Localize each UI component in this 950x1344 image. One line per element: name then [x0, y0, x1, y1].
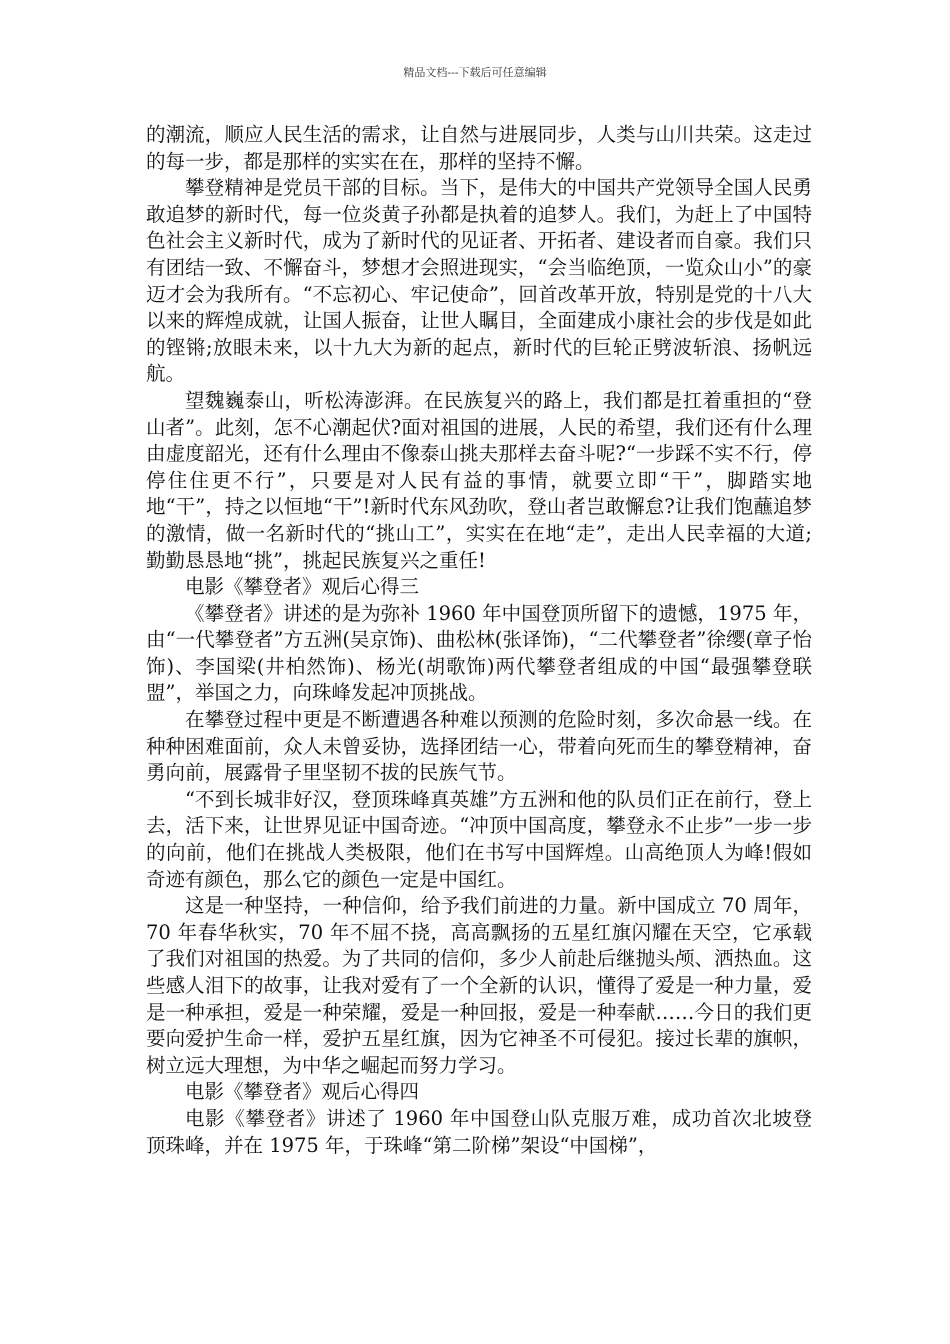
paragraph: 《攀登者》讲述的是为弥补 1960 年中国登顶所留下的遗憾，1975 年，由“一代攀登者”方五洲(吴京饰)、曲松林(张译饰)，“二代攀登者”徐缨(章子怡饰)、李国梁(井柏然饰)、杨光(胡歌饰)两代攀登者组成的中国“最强攀登联盟”，举国之力，向珠峰发起冲顶挑战。: [146, 601, 812, 705]
paragraph: 望魏巍泰山，听松涛澎湃。在民族复兴的路上，我们都是扛着重担的“登山者”。此刻，怎不心潮起伏?面对祖国的进展，人民的希望，我们还有什么理由虚度韶光，还有什么理由不像泰山挑夫那样去奋斗呢?“一步踩不实不行，停停住住更不行”，只要是对人民有益的事情，就要立即“干”，脚踏实地地“干”，持之以恒地“干”!新时代东风劲吹，登山者岂敢懈怠?让我们饱蘸追梦的激情，做一名新时代的“挑山工”，实实在在地“走”，走出人民幸福的大道;勤勤恳恳地“挑”，挑起民族复兴之重任!: [146, 388, 812, 572]
paragraph: “不到长城非好汉，登顶珠峰真英雄”方五洲和他的队员们正在前行，登上去，活下来，让世界见证中国奇迹。“冲顶中国高度，攀登永不止步”一步一步的向前，他们在挑战人类极限，他们在书写中国辉煌。山高绝顶人为峰!假如奇迹有颜色，那么它的颜色一定是中国红。: [146, 787, 812, 891]
paragraph: 在攀登过程中更是不断遭遇各种难以预测的危险时刻，多次命悬一线。在种种困难面前，众人未曾妥协，选择团结一心，带着向死而生的攀登精神，奋勇向前，展露骨子里坚韧不拔的民族气节。: [146, 708, 812, 785]
page-header: 精品文档---下载后可任意编辑: [403, 66, 547, 79]
section-heading: 电影《攀登者》观后心得四: [185, 1080, 420, 1104]
section-heading: 电影《攀登者》观后心得三: [185, 575, 420, 599]
paragraph-continuation: 的潮流，顺应人民生活的需求，让自然与进展同步，人类与山川共荣。这走过的每一步，都是那样的实实在在，那样的坚持不懈。: [146, 123, 812, 173]
paragraph: 电影《攀登者》讲述了 1960 年中国登山队克服万难，成功首次北坡登顶珠峰，并在 1975 年，于珠峰“第二阶梯”架设“中国梯”，: [146, 1106, 812, 1157]
document-body: [146, 122, 812, 1159]
paragraph: 这是一种坚持，一种信仰，给予我们前进的力量。新中国成立 70 周年，70 年春华秋实，70 年不屈不挠，高高飘扬的五星红旗闪耀在天空，它承载了我们对祖国的热爱。为了共同的信仰，多少人前赴后继抛头颅、洒热血。这些感人泪下的故事，让我对爱有了一个全新的认识，懂得了爱是一种力量，爱是一种承担，爱是一种荣耀，爱是一种回报，爱是一种奉献……今日的我们更要向爱护生命一样，爱护五星红旗，因为它神圣不可侵犯。接过长辈的旗帜，树立远大理想，为中华之崛起而努力学习。: [146, 894, 812, 1077]
paragraph: 攀登精神是党员干部的目标。当下，是伟大的中国共产党领导全国人民勇敢追梦的新时代，每一位炎黄子孙都是执着的追梦人。我们，为赶上了中国特色社会主义新时代，成为了新时代的见证者、开拓者、建设者而自豪。我们只有团结一致、不懈奋斗，梦想才会照进现实，“会当临绝顶，一览众山小”的豪迈才会为我所有。“不忘初心、牢记使命”，回首改革开放，特别是党的十八大以来的辉煌成就，让国人振奋，让世人瞩目，全面建成小康社会的步伐是如此的铿锵;放眼未来，以十九大为新的起点，新时代的巨轮正劈波斩浪、扬帆远航。: [146, 176, 812, 386]
